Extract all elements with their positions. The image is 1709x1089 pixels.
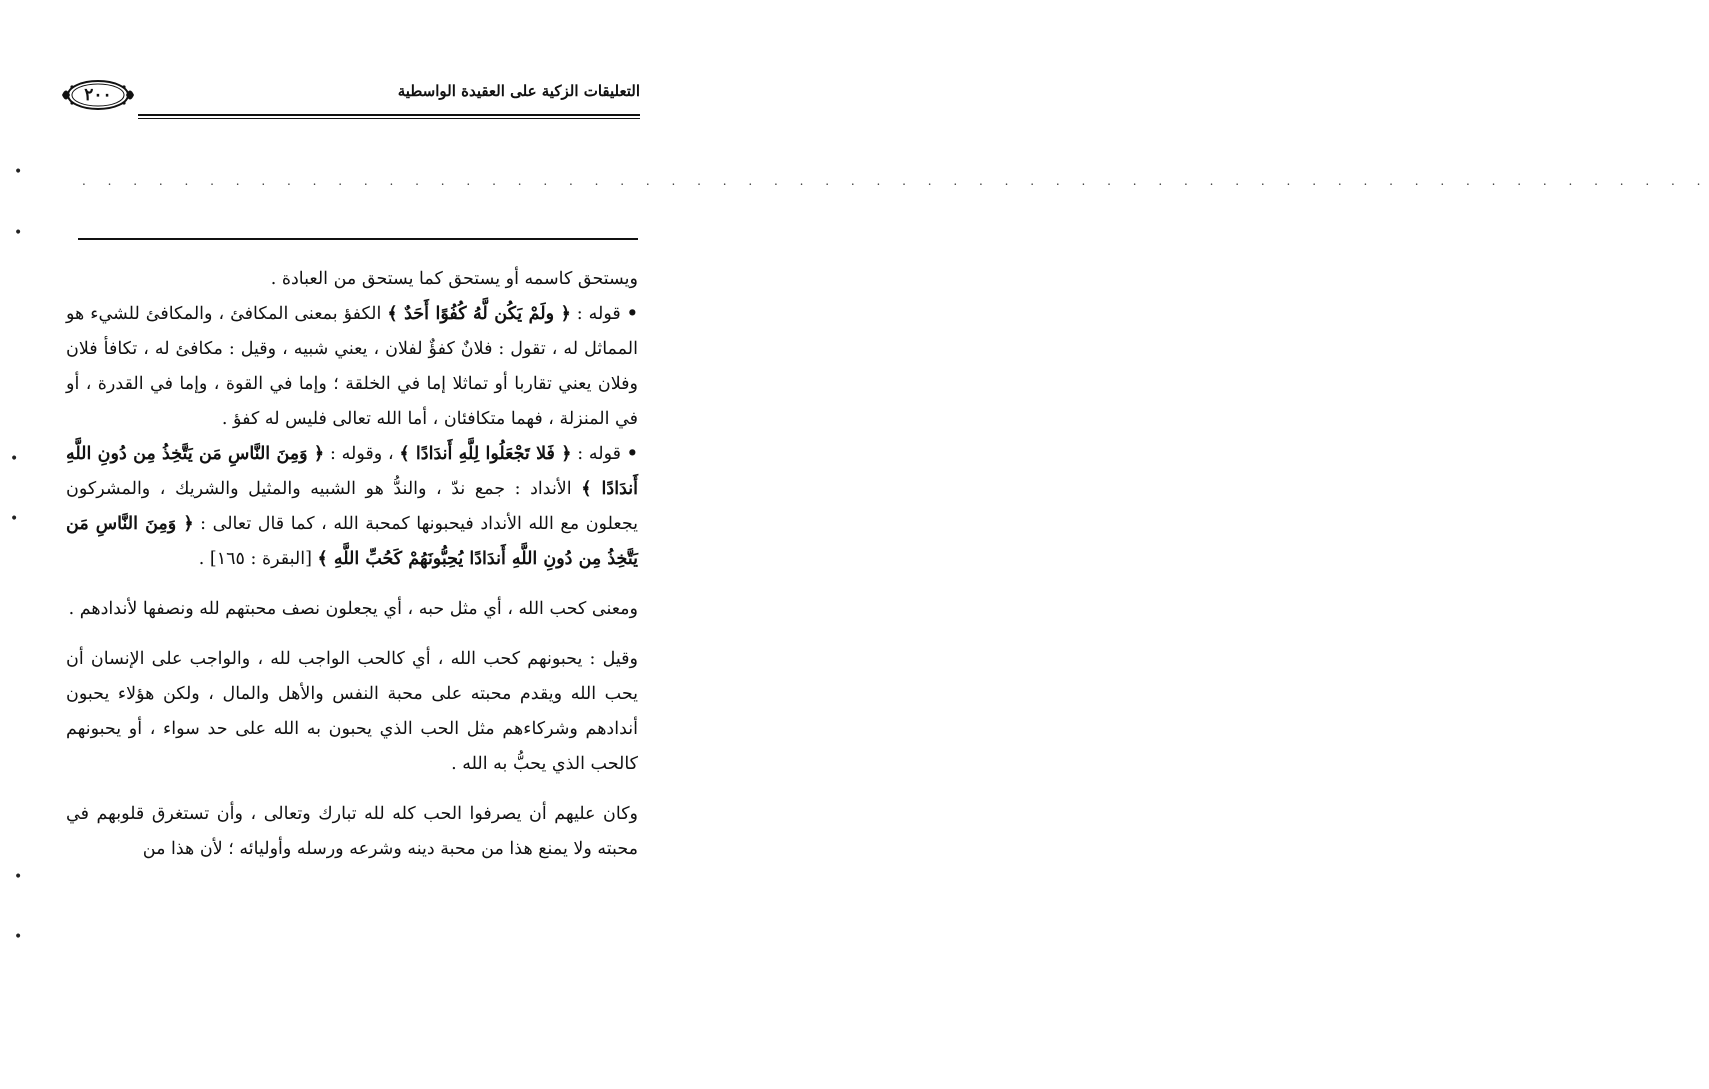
section-separator bbox=[78, 238, 638, 240]
paragraph-3 bbox=[66, 437, 638, 577]
header-rule-thin bbox=[138, 118, 640, 119]
quran-verse: ﴿ فَلا تَجْعَلُوا لِلَّهِ أَندَادًا ﴾ bbox=[399, 444, 572, 464]
paragraph-4: ومعنى كحب الله ، أي مثل حبه ، أي يجعلون نصف محبتهم لله ونصفها لأندادهم . bbox=[68, 599, 638, 619]
paragraph-5: وقيل : يحبونهم كحب الله ، أي كالحب الواجب لله ، والواجب على الإنسان أن يحب الله ويقدم محبته على محبة النفس والأهل والمال ، ولكن هؤلاء يحبون أندادهم وشركاءهم مثل الحب الذي يحبون به الله على حد سواء ، أو يحبونهم كالحب الذي يحبُّ به الله . bbox=[66, 649, 638, 774]
paragraph-3-text: الأنداد : جمع ندّ ، والندُّ هو الشبيه والمثيل والشريك ، والمشركون يجعلون مع الله الأنداد فيحبونها كمحبة الله ، كما قال تعالى : bbox=[66, 479, 638, 534]
verse-citation: [البقرة : ١٦٥] . bbox=[198, 549, 318, 569]
margin-mark: • bbox=[14, 225, 23, 241]
running-header bbox=[60, 78, 640, 128]
paragraph-2 bbox=[66, 297, 638, 437]
paragraph-3-connector: ، وقوله : bbox=[324, 444, 400, 464]
paragraph-2-text: الكفؤ بمعنى المكافئ ، والمكافئ للشيء هو المماثل له ، تقول : فلانٌ كفؤٌ لفلان ، يعني شبيه ، وقيل : مكافئ له ، تكافأ فلان وفلان يعني تقاربا أو تماثلا إما في الخلقة ؛ وإما في القوة ، وإما في القدرة ، أو في المنزلة ، فهما متكافئان ، أما الله تعالى فليس له كفؤ . bbox=[66, 304, 638, 429]
bullet-marker: • bbox=[626, 304, 638, 324]
margin-mark: • bbox=[10, 451, 19, 467]
paragraph-6: وكان عليهم أن يصرفوا الحب كله لله تبارك وتعالى ، وأن تستغرق قلوبهم في محبته ولا يمنع هذا من محبة دينه وشرعه ورسله وأوليائه ؛ لأن هذا من bbox=[66, 804, 638, 859]
margin-mark: • bbox=[14, 869, 23, 885]
quran-verse: ﴿ ولَمْ يَكُن لَّهُ كُفُوًا أَحَدٌ ﴾ bbox=[387, 304, 571, 324]
margin-mark: • bbox=[14, 164, 23, 180]
footnote-dot-leader: . . . . . . . . . . . . . . . . . . . . . . . . . . . . . . . . . . . . . . . . . . . . . . . . . . . . . . . . . . . . . . . . bbox=[82, 174, 1709, 188]
page-body bbox=[66, 262, 638, 867]
quran-verse: ﴿ وَمِنَ النَّاسِ مَن يَتَّخِذُ مِن دُونِ اللَّهِ أَندَادًا ﴾ bbox=[66, 444, 638, 499]
book-title: التعليقات الزكية على العقيدة الواسطية bbox=[397, 82, 640, 100]
margin-mark: • bbox=[10, 511, 19, 527]
page-number: ٢٠٠ bbox=[84, 85, 112, 105]
page-number-ornament bbox=[60, 78, 136, 112]
paragraph-3-lead: قوله : bbox=[571, 444, 622, 464]
quran-verse: ﴿ وَمِنَ النَّاسِ مَن يَتَّخِذُ مِن دُونِ اللَّهِ أَندَادًا يُحِبُّونَهُمْ كَحُبِّ اللَّهِ ﴾ bbox=[66, 514, 638, 569]
paragraph-2-lead: قوله : bbox=[570, 304, 621, 324]
header-rule bbox=[138, 114, 640, 116]
margin-mark: • bbox=[14, 929, 23, 945]
bullet-marker: • bbox=[626, 444, 638, 464]
paragraph-1: ويستحق كاسمه أو يستحق كما يستحق من العبادة . bbox=[270, 269, 638, 289]
